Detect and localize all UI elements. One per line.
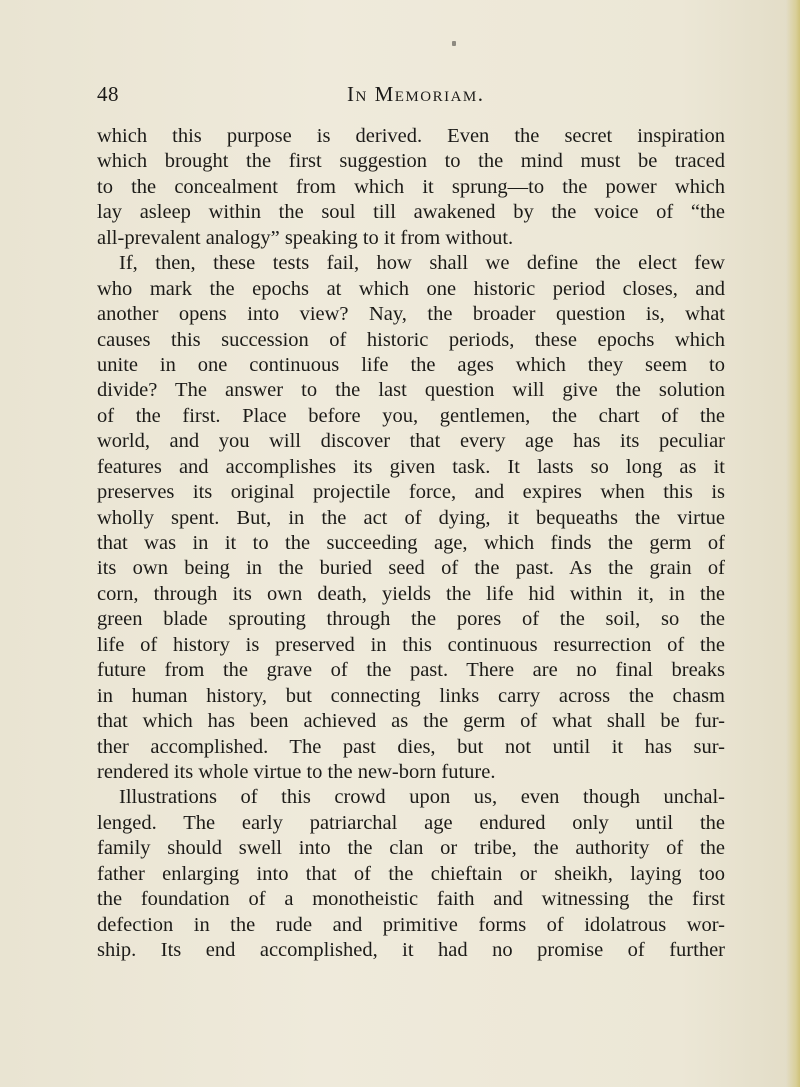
printer-mark [452, 41, 456, 46]
text-line: in human history, but connecting links carry across the chasm [97, 684, 725, 707]
text-line: defection in the rude and primitive forms of idolatrous wor- [97, 913, 725, 936]
text-line: unite in one continuous life the ages which they seem to [97, 353, 725, 376]
text-line: rendered its whole virtue to the new-born future. [97, 760, 496, 783]
text-line: lenged. The early patriarchal age endured only until the [97, 811, 725, 834]
text-line: features and accomplishes its given task. It lasts so long as it [97, 455, 725, 478]
text-line: another opens into view? Nay, the broader question is, what [97, 303, 725, 326]
text-line: which this purpose is derived. Even the secret inspiration [97, 125, 725, 147]
text-line: ship. Its end accomplished, it had no promise of further [97, 939, 725, 961]
text-line: green blade sprouting through the pores of the soil, so the [97, 608, 725, 631]
text-line: ther accomplished. The past dies, but not until it has sur- [97, 735, 725, 758]
paragraph-start-line: If, then, these tests fail, how shall we define the elect few [119, 252, 725, 275]
running-title: In Memoriam. [347, 82, 485, 106]
body-text [97, 124, 725, 963]
text-line: corn, through its own death, yields the life hid within it, in the [97, 582, 725, 605]
text-line: all-prevalent analogy” speaking to it from without. [97, 226, 514, 249]
text-line: to the concealment from which it sprung—to the power which [97, 175, 725, 198]
running-head [97, 82, 727, 112]
text-line: of the first. Place before you, gentlemen, the chart of the [97, 404, 725, 427]
text-line: that was in it to the succeeding age, which finds the germ of [97, 532, 725, 554]
page-number: 48 [97, 82, 119, 106]
text-line: father enlarging into that of the chieftain or sheikh, laying too [97, 862, 725, 885]
text-line: world, and you will discover that every age has its peculiar [97, 430, 725, 453]
text-line: preserves its original projectile force, and expires when this is [97, 481, 725, 504]
text-line: the foundation of a monotheistic faith and witnessing the first [97, 888, 725, 911]
text-line: future from the grave of the past. There are no final breaks [97, 659, 725, 682]
text-line: divide? The answer to the last question will give the solution [97, 379, 725, 402]
text-line: life of history is preserved in this continuous resurrection of the [97, 633, 725, 656]
text-line: wholly spent. But, in the act of dying, it bequeaths the virtue [97, 506, 725, 529]
text-line: lay asleep within the soul till awakened by the voice of “the [97, 201, 725, 224]
paragraph-start-line: Illustrations of this crowd upon us, even though unchal- [119, 786, 725, 809]
text-line: family should swell into the clan or tribe, the authority of the [97, 837, 725, 860]
text-line: its own being in the buried seed of the past. As the grain of [97, 557, 725, 580]
text-line: that which has been achieved as the germ of what shall be fur- [97, 710, 725, 733]
page-edge [786, 0, 800, 1087]
text-line: who mark the epochs at which one historic period closes, and [97, 277, 725, 300]
text-line: causes this succession of historic periods, these epochs which [97, 328, 725, 351]
text-line: which brought the first suggestion to the mind must be traced [97, 150, 725, 173]
